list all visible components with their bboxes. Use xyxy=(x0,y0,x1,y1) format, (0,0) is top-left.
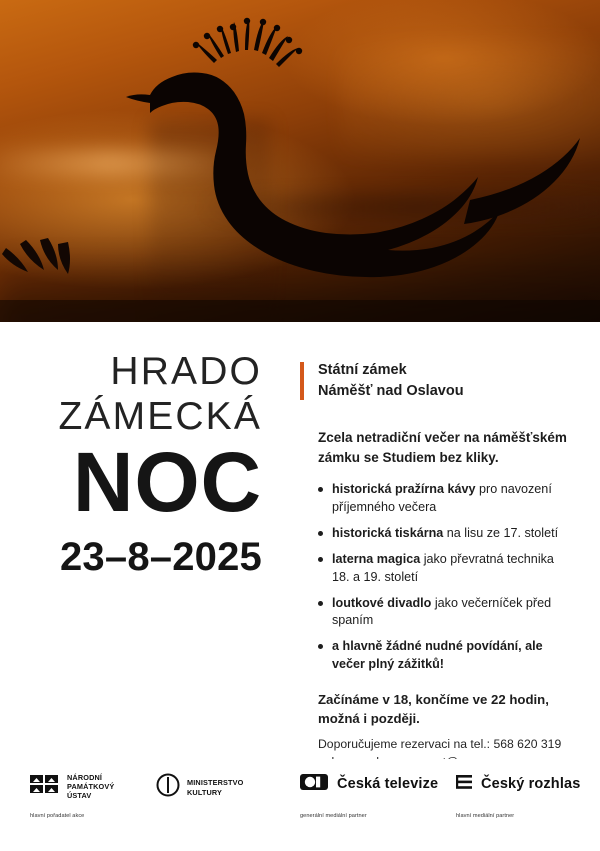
list-item-rest: na lisu ze 17. století xyxy=(443,525,559,540)
list-item-strong: laterna magica xyxy=(332,551,421,566)
list-item-rest: pro navození příjemného večera xyxy=(332,482,552,515)
peacock-silhouette-photo xyxy=(0,0,600,322)
list-item xyxy=(318,551,568,587)
venue-block xyxy=(300,360,568,402)
accent-bar xyxy=(300,362,304,400)
event-date: 23–8–2025 xyxy=(59,534,262,579)
list-item-rest: jako večerníček před spaním xyxy=(332,595,552,628)
title-line-3: NOC xyxy=(72,435,262,529)
mk-logo-line-2: KULTURY xyxy=(187,787,223,797)
npu-logo xyxy=(30,773,114,800)
caption-ct: generální mediální partner xyxy=(300,813,367,819)
list-item-strong: loutkové divadlo xyxy=(332,595,432,610)
caption-npu: hlavní pořadatel akce xyxy=(30,813,85,819)
npu-logo-line-2: PAMÁTKOVÝ xyxy=(67,782,115,792)
caption-cro: hlavní mediální partner xyxy=(456,813,515,819)
mk-logo-line-1: MINISTERSTVO xyxy=(187,778,244,788)
list-item xyxy=(318,481,568,517)
poster-title-block xyxy=(0,352,280,580)
venue-line-2: Náměšť nad Oslavou xyxy=(318,383,464,400)
program-list xyxy=(300,481,568,674)
reservation-note-line-1: Doporučujeme rezervaci na tel.: 568 620 319 xyxy=(318,737,562,752)
cesky-rozhlas-logo xyxy=(456,771,580,798)
npu-logo-icon xyxy=(30,773,60,800)
poster-content xyxy=(0,322,600,851)
list-item-strong: historická pražírna kávy xyxy=(332,482,476,497)
cesky-rozhlas-logo-icon xyxy=(456,771,474,798)
poster-info-block xyxy=(300,360,568,772)
ceska-televize-logo-text: Česká televize xyxy=(337,776,439,793)
list-item xyxy=(318,525,568,543)
title-line-1: HRADO xyxy=(110,350,262,393)
cesky-rozhlas-logo-text: Český rozhlas xyxy=(481,776,581,793)
list-item xyxy=(318,595,568,631)
list-item-strong: a hlavně žádné nudné povídání, ale večer plný zážitků! xyxy=(332,639,543,672)
ceska-televize-logo-icon xyxy=(300,771,330,798)
npu-logo-text xyxy=(67,773,114,800)
ministry-of-culture-logo-text xyxy=(187,778,243,796)
venue-line-1: Státní zámek xyxy=(318,362,407,378)
peacock-silhouette-shape xyxy=(0,0,600,322)
lead-paragraph: Zcela netradiční večer na náměšťském zámku se Studiem bez kliky. xyxy=(318,430,567,465)
footer-logos xyxy=(0,759,600,851)
list-item-rest: jako převratná technika 18. a 19. století xyxy=(332,551,554,584)
list-item xyxy=(318,638,568,674)
npu-logo-line-1: NÁRODNÍ xyxy=(67,773,103,782)
title-line-2: ZÁMECKÁ xyxy=(58,395,262,438)
closing-time-text: Začínáme v 18, končíme ve 22 hodin, možná i později. xyxy=(318,692,549,727)
ministry-of-culture-logo-icon xyxy=(156,773,180,802)
ceska-televize-logo xyxy=(300,771,438,798)
list-item-strong: historická tiskárna xyxy=(332,525,444,540)
npu-logo-line-3: ÚSTAV xyxy=(67,791,92,801)
ministry-of-culture-logo xyxy=(156,773,243,802)
